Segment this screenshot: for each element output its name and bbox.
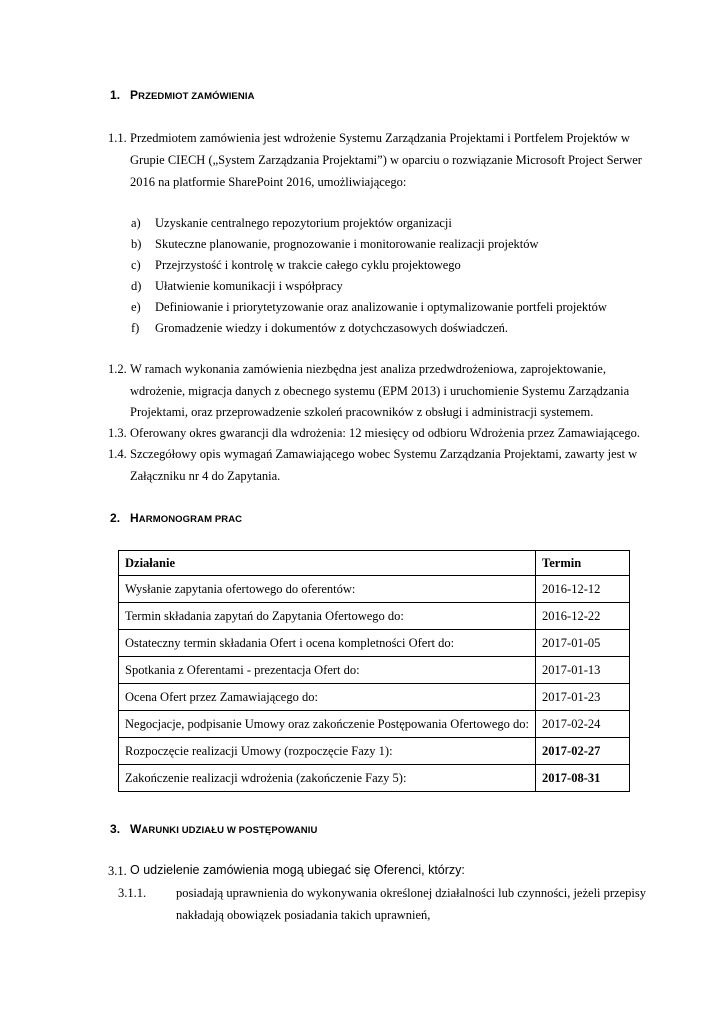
table-cell-date: 2017-08-31: [536, 765, 630, 792]
paragraph-1-2-number: 1.2.: [108, 362, 127, 376]
table-cell-action: Ostateczny termin składania Ofert i ocena kompletności Ofert do:: [119, 630, 536, 657]
table-row: [119, 630, 630, 657]
paragraph-1-2-line: wdrożenie, migracja danych z obecnego systemu (EPM 2013) i uruchomienie Systemu Zarządzania: [130, 384, 630, 398]
paragraph-3-1-1-line: posiadają uprawnienia do wykonywania określonej działalności lub czynności, jeżeli przepisy: [176, 886, 646, 900]
section-3-heading: 3. WARUNKI UDZIAŁU W POSTĘPOWANIU: [110, 822, 318, 836]
table-header-cell: Termin: [536, 551, 630, 576]
list-item: Ułatwienie komunikacji i współpracy: [155, 279, 343, 293]
table-header-cell: Działanie: [119, 551, 536, 576]
table-row: [119, 576, 630, 603]
table-row: [119, 765, 630, 792]
table-cell-action: Termin składania zapytań do Zapytania Ofertowego do:: [119, 603, 536, 630]
list-marker: e): [131, 300, 141, 314]
table-cell-date: 2017-01-05: [536, 630, 630, 657]
paragraph-1-4-line: Załączniku nr 4 do Zapytania.: [130, 469, 281, 483]
table-header-row: [119, 551, 630, 576]
paragraph-1-1-line: 2016 na platformie SharePoint 2016, umożliwiającego:: [130, 175, 407, 189]
list-item: Gromadzenie wiedzy i dokumentów z dotychczasowych doświadczeń.: [155, 321, 509, 335]
table-cell-action: Negocjacje, podpisanie Umowy oraz zakończenie Postępowania Ofertowego do:: [119, 711, 536, 738]
list-marker: f): [131, 321, 140, 335]
list-item: Definiowanie i priorytetyzowanie oraz analizowanie i optymalizowanie portfeli projektów: [155, 300, 607, 314]
table-cell-action: Spotkania z Oferentami - prezentacja Ofert do:: [119, 657, 536, 684]
paragraph-1-3-text: Oferowany okres gwarancji dla wdrożenia: 12 miesięcy od odbioru Wdrożenia przez Zamawiającego.: [130, 426, 640, 440]
section-2-heading: 2. HARMONOGRAM PRAC: [110, 511, 243, 525]
list-item: Uzyskanie centralnego repozytorium projektów organizacji: [155, 216, 452, 230]
list-marker: c): [131, 258, 141, 272]
table-cell-date: 2016-12-12: [536, 576, 630, 603]
section-2-number: 2.: [110, 511, 121, 525]
table-row: [119, 738, 630, 765]
paragraph-1-3-number: 1.3.: [108, 426, 127, 440]
paragraph-1-4-number: 1.4.: [108, 447, 127, 461]
table-cell-date: 2017-01-23: [536, 684, 630, 711]
paragraph-1-4-line: Szczegółowy opis wymagań Zamawiającego wobec Systemu Zarządzania Projektami, zawarty jest w: [130, 447, 638, 461]
table-cell-date: 2017-01-13: [536, 657, 630, 684]
paragraph-3-1-number: 3.1.: [108, 864, 127, 878]
list-marker: a): [131, 216, 141, 230]
section-1-number: 1.: [110, 88, 121, 102]
table-cell-date: 2017-02-24: [536, 711, 630, 738]
table-cell-date: 2017-02-27: [536, 738, 630, 765]
table-cell-action: Zakończenie realizacji wdrożenia (zakończenie Fazy 5):: [119, 765, 536, 792]
paragraph-1-1-number: 1.1.: [108, 131, 127, 145]
paragraph-1-1-line: Grupie CIECH („System Zarządzania Projektami”) w oparciu o rozwiązanie Microsoft Project Serwer: [130, 153, 642, 167]
schedule-table: [118, 550, 630, 792]
list-item: Przejrzystość i kontrolę w trakcie całego cyklu projektowego: [155, 258, 461, 272]
section-1-heading: 1. PRZEDMIOT ZAMÓWIENIA: [110, 88, 255, 102]
paragraph-3-1-1-number: 3.1.1.: [118, 886, 147, 900]
paragraph-3-1-text: O udzielenie zamówienia mogą ubiegać się Oferenci, którzy:: [130, 863, 465, 877]
paragraph-1-2-line: Projektami, oraz przeprowadzenie szkoleń pracowników z obsługi i administracji systemem.: [130, 405, 594, 419]
section-3-number: 3.: [110, 822, 121, 836]
table-row: [119, 711, 630, 738]
list-item: Skuteczne planowanie, prognozowanie i monitorowanie realizacji projektów: [155, 237, 539, 251]
list-marker: d): [131, 279, 142, 293]
table-row: [119, 603, 630, 630]
table-cell-action: Ocena Ofert przez Zamawiającego do:: [119, 684, 536, 711]
table-cell-action: Wysłanie zapytania ofertowego do oferentów:: [119, 576, 536, 603]
table-cell-action: Rozpoczęcie realizacji Umowy (rozpoczęcie Fazy 1):: [119, 738, 536, 765]
table-cell-date: 2016-12-22: [536, 603, 630, 630]
list-marker: b): [131, 237, 142, 251]
table-row: [119, 657, 630, 684]
table-row: [119, 684, 630, 711]
paragraph-1-2-line: W ramach wykonania zamówienia niezbędna jest analiza przedwdrożeniowa, zaprojektowanie,: [130, 362, 606, 376]
paragraph-1-1-line: Przedmiotem zamówienia jest wdrożenie Systemu Zarządzania Projektami i Portfelem Projektów w: [130, 131, 630, 145]
paragraph-3-1-1-line: nakładają obowiązek posiadania takich uprawnień,: [176, 908, 431, 922]
